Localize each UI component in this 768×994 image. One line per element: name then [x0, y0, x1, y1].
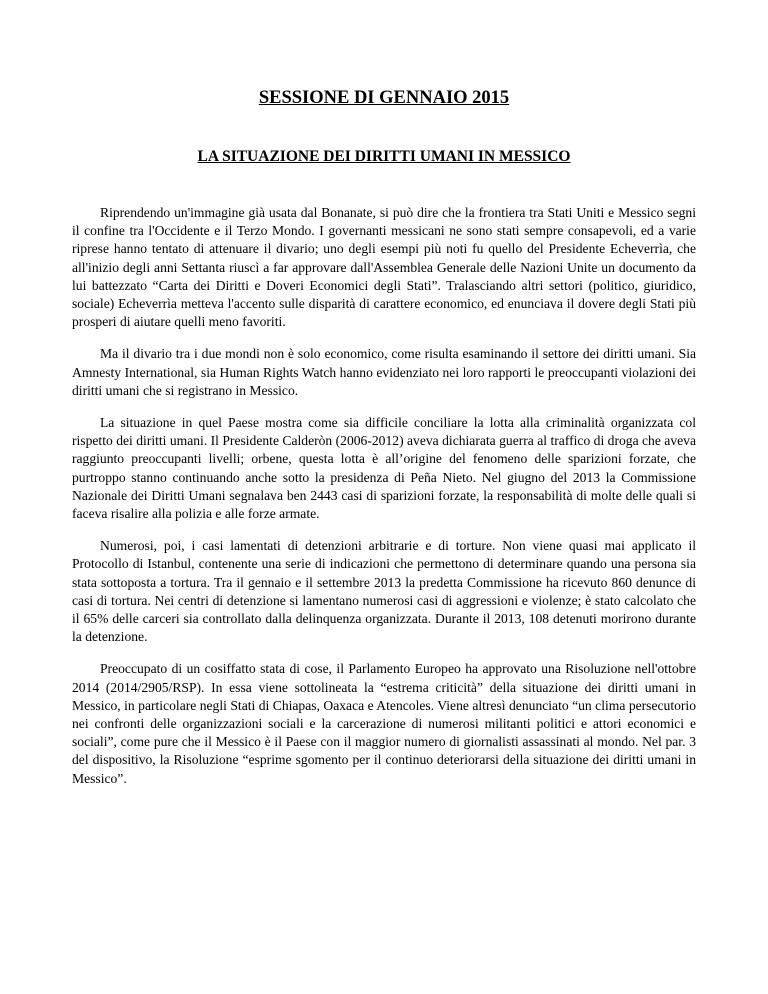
paragraph: Riprendendo un'immagine già usata dal Bonanate, si può dire che la frontiera tra Stati Uniti e Messico segni il confine tra l'Occidente e il Terzo Mondo. I governanti messicani ne sono stati sempre consapevoli, ed a varie riprese hanno tentato di attenuare il divario; uno degli esempi più noti fu quello del Presidente Echeverrìa, che all'inizio degli anni Settanta riuscì a far approvare dall'Assemblea Generale delle Nazioni Unite un documento da lui battezzato “Carta dei Diritti e Doveri Economici degli Stati”. Tralasciando altri settori (politico, giuridico, sociale) Echeverrìa metteva l'accento sulle disparità di carattere economico, ed enunciava il dovere degli Stati più prosperi di aiutare quelli meno favoriti. — [72, 205, 696, 330]
paragraph: La situazione in quel Paese mostra come sia difficile conciliare la lotta alla criminalità organizzata col rispetto dei diritti umani. Il Presidente Calderòn (2006-2012) aveva dichiarata guerra al traffico di droga che aveva raggiunto preoccupanti livelli; orbene, questa lotta è all’origine del fenomeno delle sparizioni forzate, che purtroppo stanno continuando anche sotto la presidenza di Peña Nieto. Nel giugno del 2013 la Commissione Nazionale dei Diritti Umani segnalava ben 2443 casi di sparizioni forzate, la responsabilità di molte delle quali si faceva risalire alla polizia e alle forze armate. — [72, 415, 696, 522]
document-body — [72, 204, 696, 802]
session-title: SESSIONE DI GENNAIO 2015 — [258, 88, 510, 108]
document-subtitle: LA SITUAZIONE DEI DIRITTI UMANI IN MESSICO — [197, 148, 571, 165]
paragraph: Preoccupato di un cosiffatto stata di cose, il Parlamento Europeo ha approvato una Risoluzione nell'ottobre 2014 (2014/2905/RSP). In essa viene sottolineata la “estrema criticità” della situazione dei diritti umani in Messico, in particolare negli Stati di Chiapas, Oaxaca e Atencoles. Viene altresì denunciato “un clima persecutorio nei confronti delle organizzazioni sociali e la carcerazione di numerosi militanti politici e attori economici e sociali”, come pure che il Messico è il Paese con il maggior numero di giornalisti assassinati al mondo. Nel par. 3 del dispositivo, la Risoluzione “esprime sgomento per il continuo deteriorarsi della situazione dei diritti umani in Messico”. — [72, 661, 696, 786]
paragraph: Numerosi, poi, i casi lamentati di detenzioni arbitrarie e di torture. Non viene quasi mai applicato il Protocollo di Istanbul, contenente una serie di indicazioni che permettono di determinare quando una persona sia stata sottoposta a tortura. Tra il gennaio e il settembre 2013 la predetta Commissione ha ricevuto 860 denunce di casi di tortura. Nei centri di detenzione si lamentano numerosi casi di aggressioni e violenze; è stato calcolato che il 65% delle carceri sia controllato dalla delinquenza organizzata. Durante il 2013, 108 detenuti morirono durante la detenzione. — [72, 538, 696, 645]
paragraph: Ma il divario tra i due mondi non è solo economico, come risulta esaminando il settore dei diritti umani. Sia Amnesty International, sia Human Rights Watch hanno evidenziato nei loro rapporti le preoccupanti violazioni dei diritti umani che si registrano in Messico. — [72, 346, 696, 398]
